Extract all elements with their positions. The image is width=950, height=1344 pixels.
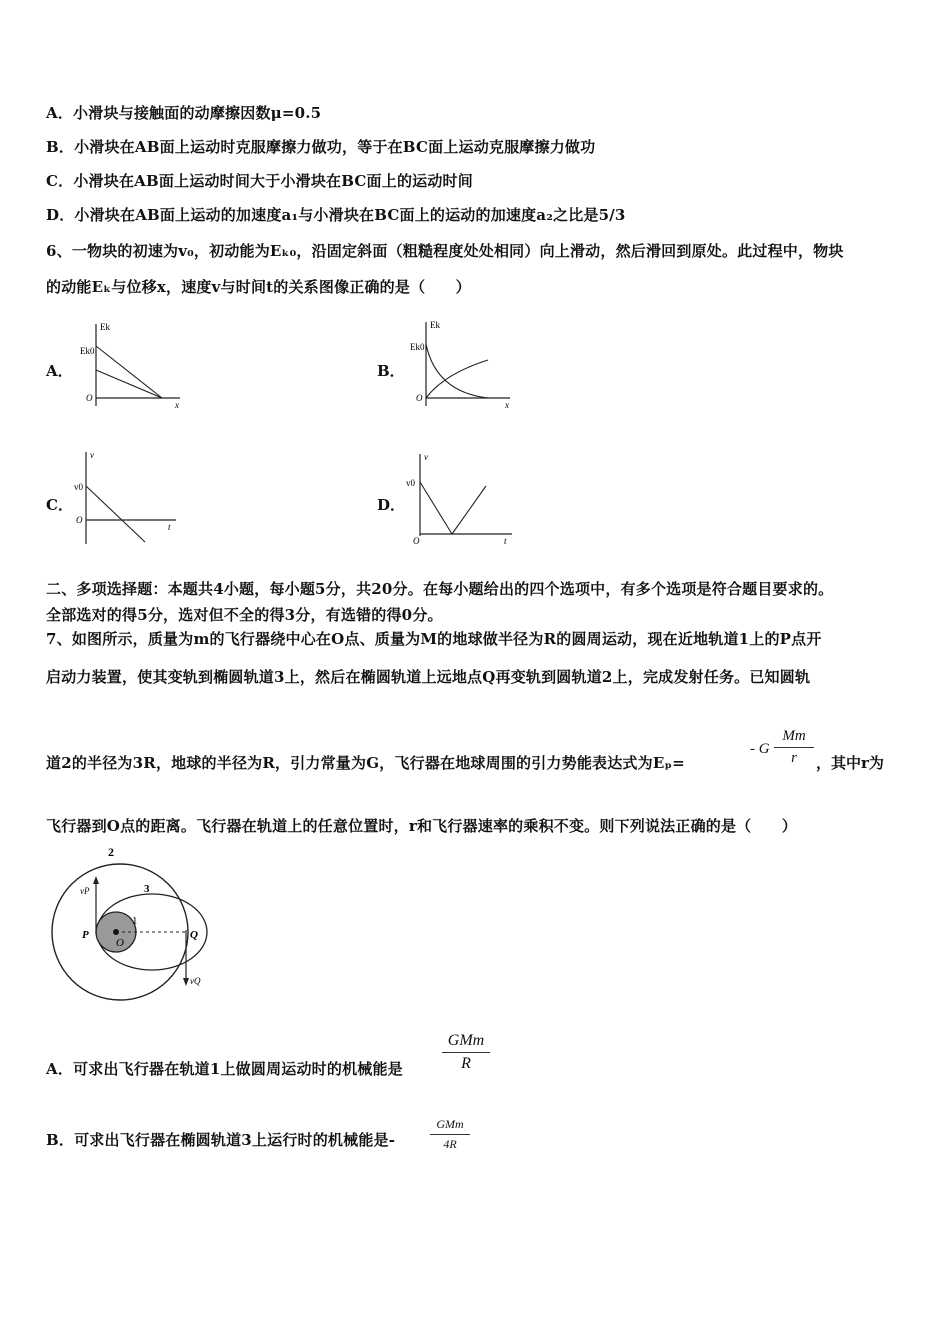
point-o-label: O [116,937,124,949]
point-p-label: P [82,929,89,941]
q7-line4: 飞行器到O点的距离。飞行器在轨道上的任意位置时，r和飞行器速率的乘积不变。则下列说法正确的是（ ） [46,817,797,835]
graph-a-origin: O [86,393,93,403]
q7-option-b-denominator: 4R [443,1137,457,1151]
q7-option-a-denominator: R [461,1055,471,1072]
q5-option-d: D．小滑块在AB面上运动的加速度a₁与小滑块在BC面上的运动的加速度a₂之比是5/3 [46,206,626,224]
q6-label-a: A． [46,362,73,380]
q7-option-b: B．可求出飞行器在椭圆轨道3上运行时的机械能是- [46,1131,396,1149]
graph-c-origin: O [76,515,83,525]
q5-option-c: C．小滑块在AB面上运动时间大于小滑块在BC面上的运动时间 [46,172,473,190]
graph-d-y-label: v [424,452,428,462]
orbit-1-label: 1 [132,915,138,927]
ep-prefix: - G [750,741,770,757]
q7-line3b: ，其中r为 [816,754,884,772]
q7-line3a: 道2的半径为3R，地球的半径为R，引力常量为G，飞行器在地球周围的引力势能表达式为Eₚ= [46,754,685,772]
q7-option-a-numerator: GMm [442,1032,490,1053]
q7-line1: 7、如图所示，质量为m的飞行器绕中心在O点、质量为M的地球做半径为R的圆周运动，现在近地轨道1上的P点开 [46,630,822,648]
q6-graph-c [72,448,182,546]
graph-d-y0-label: v0 [406,478,415,488]
ep-fraction [774,728,814,767]
graph-a-y-label: Ek [100,322,110,332]
graph-b-origin: O [416,393,423,403]
graph-d-origin: O [413,536,420,546]
ep-numerator: Mm [774,728,814,748]
q6-graph-a [80,318,190,410]
q6-label-d: D． [377,496,406,514]
q6-label-c: C． [46,496,73,514]
graph-a-y0-label: Ek0 [80,346,95,356]
q6-stem-line1: 6、一物块的初速为v₀，初动能为Eₖ₀，沿固定斜面（粗糙程度处处相同）向上滑动，然后滑回到原处。此过程中，物块 [46,242,844,260]
section2-line2: 全部选对的得5分，选对但不全的得3分，有选错的得0分。 [46,606,443,624]
graph-c-y-label: v [90,450,94,460]
graph-b-x-label: x [505,400,509,410]
orbit-2-label: 2 [108,845,114,859]
ep-denominator: r [791,750,797,766]
q6-stem-line2: 的动能Eₖ与位移x，速度v与时间t的关系图像正确的是（ ） [46,278,471,296]
point-q-label: Q [190,929,198,941]
graph-c-y0-label: v0 [74,482,83,492]
graph-d-x-label: t [504,536,507,546]
graph-c-x-label: t [168,522,171,532]
q6-label-b: B． [377,362,405,380]
q7-option-b-numerator: GMm [430,1117,470,1135]
q7-line2: 启动力装置，使其变轨到椭圆轨道3上，然后在椭圆轨道上远地点Q再变轨到圆轨道2上，完成发射任务。已知圆轨 [46,668,811,686]
section2-line1: 二、多项选择题：本题共4小题，每小题5分，共20分。在每小题给出的四个选项中，有多个选项是符合题目要求的。 [46,580,834,598]
q7-option-a-fraction [442,1032,490,1073]
q6-graph-d [404,450,516,546]
q7-option-a: A．可求出飞行器在轨道1上做圆周运动时的机械能是 [46,1060,403,1078]
graph-b-y0-label: Ek0 [410,342,425,352]
vp-label: vP [80,886,90,896]
orbit-3-label: 3 [144,883,150,895]
q6-graph-b [410,316,520,410]
orbit-diagram [40,842,220,1004]
graph-b-y-label: Ek [430,320,440,330]
vq-label: vQ [190,976,201,986]
q5-option-a: A．小滑块与接触面的动摩擦因数μ=0.5 [46,104,322,122]
graph-a-x-label: x [175,400,179,410]
q7-option-b-fraction [430,1117,470,1152]
q5-option-b: B．小滑块在AB面上运动时克服摩擦力做功，等于在BC面上运动克服摩擦力做功 [46,138,596,156]
